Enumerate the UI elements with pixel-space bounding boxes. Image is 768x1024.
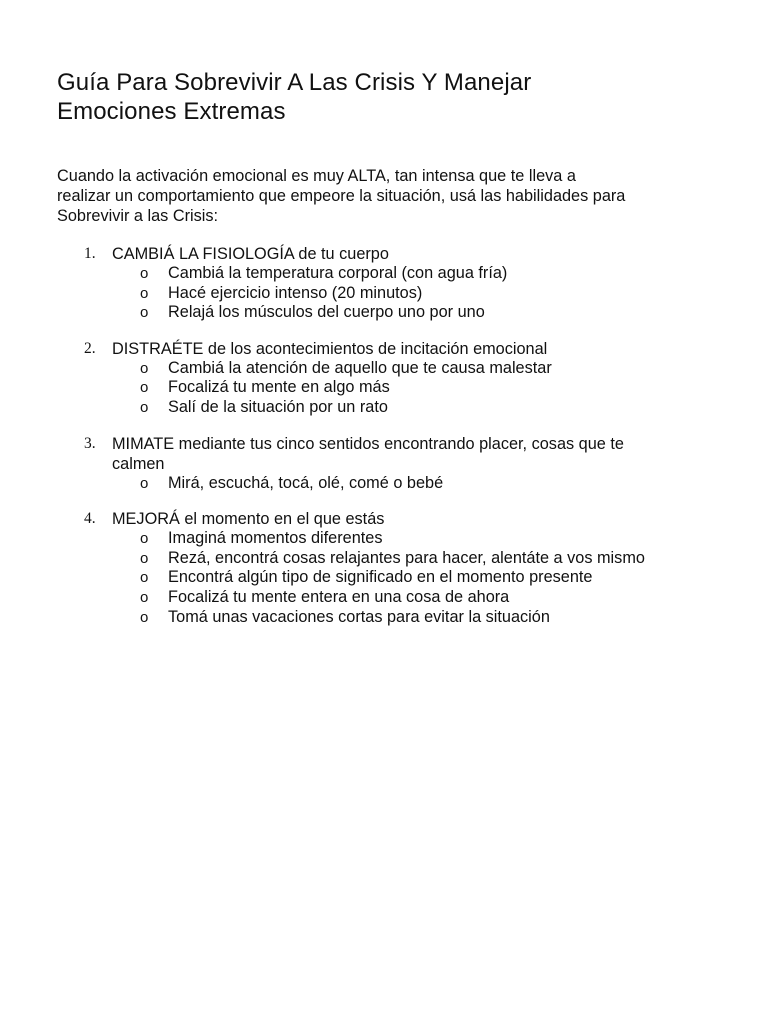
sub-list-item-text: Rezá, encontrá cosas relajantes para hacer, alentáte a vos mismo xyxy=(168,548,645,567)
list-item-number: 4. xyxy=(84,510,96,528)
list-item-heading-text: CAMBIÁ LA FISIOLOGÍA de tu cuerpo xyxy=(112,245,389,263)
title-line-2: Emociones Extremas xyxy=(57,98,286,125)
sub-list-item-text: Salí de la situación por un rato xyxy=(168,397,388,416)
sub-list-item xyxy=(0,608,768,628)
document-title xyxy=(57,68,717,126)
sub-list-item xyxy=(0,284,768,304)
list-item-heading-text: calmen xyxy=(112,454,165,473)
sub-list-item xyxy=(0,474,768,494)
sub-list-item xyxy=(0,588,768,608)
sub-list-item xyxy=(0,549,768,569)
sub-list-item xyxy=(0,264,768,284)
bullet-marker: o xyxy=(140,608,149,626)
sub-list-item-text: Encontrá algún tipo de significado en el momento presente xyxy=(168,568,593,587)
list-item-number: 2. xyxy=(84,339,96,357)
numbered-list xyxy=(0,244,768,643)
sub-list-item-text: Focalizá tu mente entera en una cosa de ahora xyxy=(168,587,510,606)
sub-list-item xyxy=(0,529,768,549)
list-item-heading-text: DISTRAÉTE de los acontecimientos de incitación emocional xyxy=(112,339,548,358)
sub-list-item xyxy=(0,303,768,323)
sub-list xyxy=(0,359,768,418)
list-item-heading xyxy=(0,434,768,454)
list-item xyxy=(0,244,768,323)
intro-paragraph xyxy=(57,166,727,226)
sub-list-item-text: Relajá los músculos del cuerpo uno por uno xyxy=(168,303,485,322)
intro-line-2: realizar un comportamiento que empeore la situación, usá las habilidades para xyxy=(57,187,626,205)
sub-list-item-text: Hacé ejercicio intenso (20 minutos) xyxy=(168,283,423,302)
bullet-marker: o xyxy=(140,304,149,322)
sub-list-item xyxy=(0,359,768,379)
bullet-marker: o xyxy=(140,379,149,397)
sub-list xyxy=(0,264,768,323)
list-item xyxy=(0,434,768,494)
bullet-marker: o xyxy=(140,530,149,548)
bullet-marker: o xyxy=(140,398,149,416)
sub-list-item-text: Cambiá la atención de aquello que te causa malestar xyxy=(168,358,552,377)
bullet-marker: o xyxy=(140,549,149,567)
title-line-1: Guía Para Sobrevivir A Las Crisis Y Manejar xyxy=(57,69,532,96)
intro-line-3: Sobrevivir a las Crisis: xyxy=(57,207,219,225)
bullet-marker: o xyxy=(140,265,149,282)
sub-list-item-text: Mirá, escuchá, tocá, olé, comé o bebé xyxy=(168,473,444,492)
sub-list-item xyxy=(0,568,768,588)
bullet-marker: o xyxy=(140,474,149,492)
list-item-heading-continuation xyxy=(0,454,768,474)
list-item-heading xyxy=(0,509,768,529)
list-item-heading-text: MIMATE mediante tus cinco sentidos encontrando placer, cosas que te xyxy=(112,434,624,453)
bullet-marker: o xyxy=(140,588,149,606)
list-item-number: 1. xyxy=(84,245,96,262)
sub-list-item xyxy=(0,378,768,398)
sub-list-item-text: Imaginá momentos diferentes xyxy=(168,529,383,548)
list-item xyxy=(0,509,768,627)
sub-list-item xyxy=(0,398,768,418)
sub-list-item-text: Tomá unas vacaciones cortas para evitar la situación xyxy=(168,607,550,626)
list-item-heading-text: MEJORÁ el momento en el que estás xyxy=(112,510,385,529)
sub-list xyxy=(0,529,768,627)
bullet-marker: o xyxy=(140,569,149,587)
bullet-marker: o xyxy=(140,359,149,377)
list-item-heading xyxy=(0,244,768,264)
list-item xyxy=(0,339,768,418)
intro-line-1: Cuando la activación emocional es muy ALTA, tan intensa que te lleva a xyxy=(57,167,576,185)
list-item-number: 3. xyxy=(84,434,96,452)
sub-list-item-text: Cambiá la temperatura corporal (con agua fría) xyxy=(168,264,508,282)
list-item-heading xyxy=(0,339,768,359)
sub-list xyxy=(0,474,768,494)
sub-list-item-text: Focalizá tu mente en algo más xyxy=(168,378,390,397)
bullet-marker: o xyxy=(140,284,149,302)
